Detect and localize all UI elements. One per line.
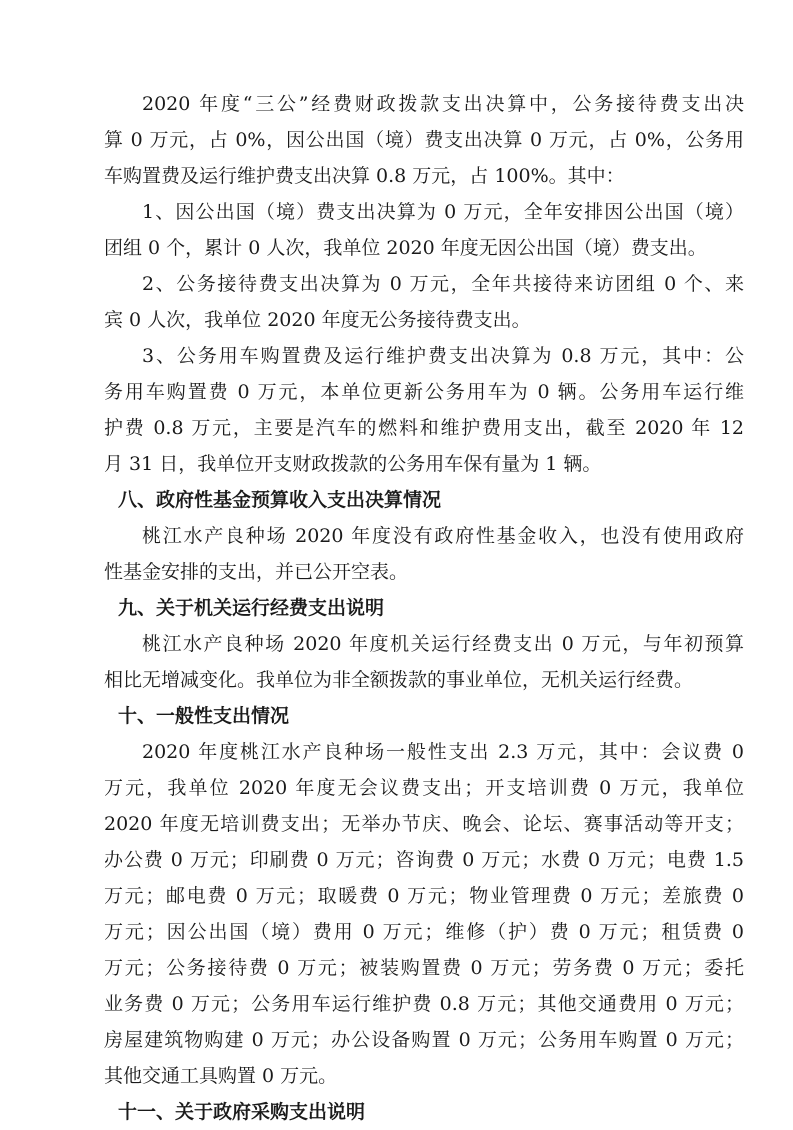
text-line: 车购置费及运行维护费支出决算 0.8 万元，占 100%。其中： — [104, 165, 625, 187]
text-line: 团组 0 个，累计 0 人次，我单位 2020 年度无因公出国（境）费支出。 — [104, 237, 707, 259]
text-line: 宾 0 人次，我单位 2020 年度无公务接待费支出。 — [104, 309, 531, 331]
text-line: 护费 0.8 万元，主要是汽车的燃料和维护费用支出，截至 2020 年 12 — [104, 417, 744, 439]
text-line: 务用车购置费 0 万元，本单位更新公务用车为 0 辆。公务用车运行维 — [104, 381, 744, 403]
document-page — [104, 86, 744, 1130]
text-line: 万元，我单位 2020 年度无会议费支出；开支培训费 0 万元，我单位 — [104, 777, 744, 799]
text-line: 3、公务用车购置费及运行维护费支出决算为 0.8 万元，其中：公 — [142, 345, 744, 367]
text-line: 月 31 日，我单位开支财政拨款的公务用车保有量为 1 辆。 — [104, 453, 602, 475]
text-line: 业务费 0 万元；公务用车运行维护费 0.8 万元；其他交通费用 0 万元； — [104, 993, 744, 1015]
section-heading — [104, 590, 744, 626]
body-paragraph — [104, 338, 744, 482]
body-paragraph — [104, 266, 744, 338]
text-line: 性基金安排的支出，并已公开空表。 — [104, 561, 409, 583]
heading-text: 十、一般性支出情况 — [118, 705, 290, 727]
section-heading — [104, 482, 744, 518]
text-line: 2020 年度无培训费支出；无举办节庆、晚会、论坛、赛事活动等开支； — [104, 813, 744, 835]
body-paragraph — [104, 518, 744, 590]
body-paragraph — [104, 86, 744, 194]
section-heading — [104, 1094, 744, 1130]
text-line: 其他交通工具购置 0 万元。 — [104, 1065, 338, 1087]
text-line: 2020 年度桃江水产良种场一般性支出 2.3 万元，其中：会议费 0 — [142, 741, 744, 763]
text-line: 算 0 万元，占 0%，因公出国（境）费支出决算 0 万元，占 0%，公务用 — [104, 129, 744, 151]
text-line: 相比无增减变化。我单位为非全额拨款的事业单位，无机关运行经费。 — [104, 669, 694, 691]
text-line: 桃江水产良种场 2020 年度机关运行经费支出 0 万元，与年初预算 — [142, 633, 744, 655]
heading-text: 十一、关于政府采购支出说明 — [118, 1101, 366, 1123]
text-line: 万元；公务接待费 0 万元；被装购置费 0 万元；劳务费 0 万元；委托 — [104, 957, 744, 979]
section-heading — [104, 698, 744, 734]
text-line: 2、公务接待费支出决算为 0 万元，全年共接待来访团组 0 个、来 — [142, 273, 744, 295]
body-paragraph — [104, 734, 744, 1094]
body-paragraph — [104, 194, 744, 266]
text-line: 万元；邮电费 0 万元；取暖费 0 万元；物业管理费 0 万元；差旅费 0 — [104, 885, 744, 907]
text-line: 办公费 0 万元；印刷费 0 万元；咨询费 0 万元；水费 0 万元；电费 1.5 — [104, 849, 744, 871]
text-line: 房屋建筑物购建 0 万元；办公设备购置 0 万元；公务用车购置 0 万元； — [104, 1029, 744, 1051]
text-line: 2020 年度“三公”经费财政拨款支出决算中，公务接待费支出决 — [142, 93, 744, 115]
heading-text: 八、政府性基金预算收入支出决算情况 — [118, 489, 442, 511]
body-paragraph — [104, 626, 744, 698]
text-line: 1、因公出国（境）费支出决算为 0 万元，全年安排因公出国（境） — [142, 201, 744, 223]
text-line: 万元；因公出国（境）费用 0 万元；维修（护）费 0 万元；租赁费 0 — [104, 921, 744, 943]
text-line: 桃江水产良种场 2020 年度没有政府性基金收入，也没有使用政府 — [142, 525, 744, 547]
heading-text: 九、关于机关运行经费支出说明 — [118, 597, 385, 619]
